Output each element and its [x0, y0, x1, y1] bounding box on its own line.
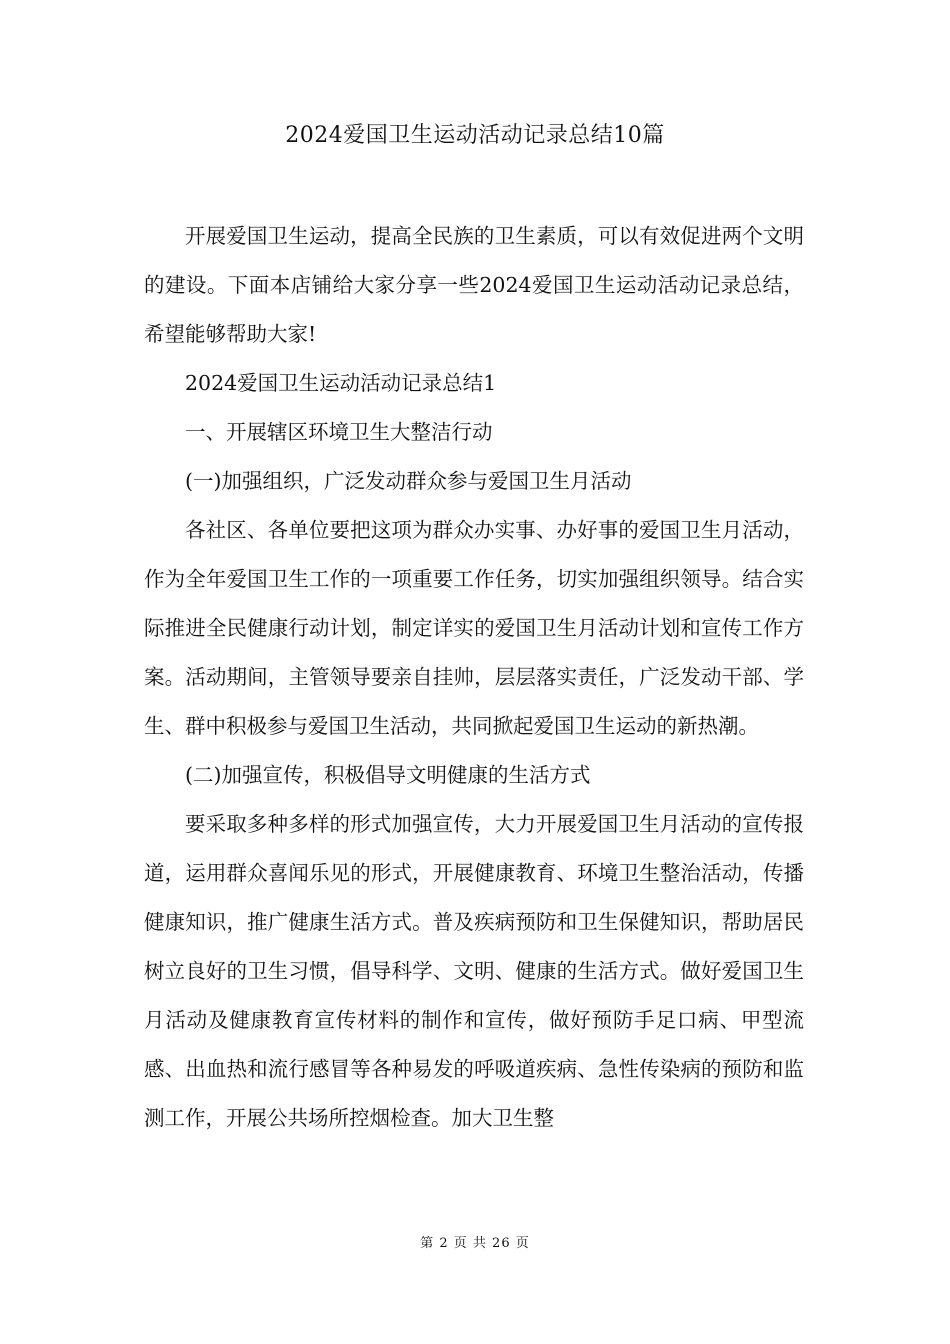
- paragraph-organization: 各社区、各单位要把这项为群众办实事、办好事的爱国卫生月活动，作为全年爱国卫生工作的一项重要工作任务，切实加强组织领导。结合实际推进全民健康行动计划，制定详实的爱国卫生月活动计划和宣传工作方案。活动期间，主管领导要亲自挂帅，层层落实责任，广泛发动干部、学生、群中积极参与爱国卫生活动，共同掀起爱国卫生运动的新热潮。: [144, 518, 804, 738]
- document-body: [144, 212, 804, 1143]
- paragraph-publicity: 要采取多种多样的形式加强宣传，大力开展爱国卫生月活动的宣传报道，运用群众喜闻乐见的形式，开展健康教育、环境卫生整治活动，传播健康知识，推广健康生活方式。普及疾病预防和卫生保健知识，帮助居民树立良好的卫生习惯，倡导科学、文明、健康的生活方式。做好爱国卫生月活动及健康教育宣传材料的制作和宣传，做好预防手足口病、甲型流感、出血热和流行感冒等各种易发的呼吸道疾病、急性传染病的预防和监测工作，开展公共场所控烟检查。加大卫生整: [144, 812, 804, 1130]
- document-title: 2024爱国卫生运动活动记录总结10篇: [285, 123, 665, 148]
- item-heading-1: (一)加强组织，广泛发动群众参与爱国卫生月活动: [185, 469, 632, 493]
- page-number-footer: 第 2 页 共 26 页: [420, 1236, 530, 1251]
- subsection-heading-1: 一、开展辖区环境卫生大整洁行动: [185, 420, 493, 444]
- paragraph-intro: 开展爱国卫生运动，提高全民族的卫生素质，可以有效促进两个文明的建设。下面本店铺给大家分享一些2024爱国卫生运动活动记录总结，希望能够帮助大家!: [144, 224, 804, 346]
- item-heading-2: (二)加强宣传，积极倡导文明健康的生活方式: [185, 763, 591, 787]
- section-heading-1: 2024爱国卫生运动活动记录总结1: [185, 371, 497, 395]
